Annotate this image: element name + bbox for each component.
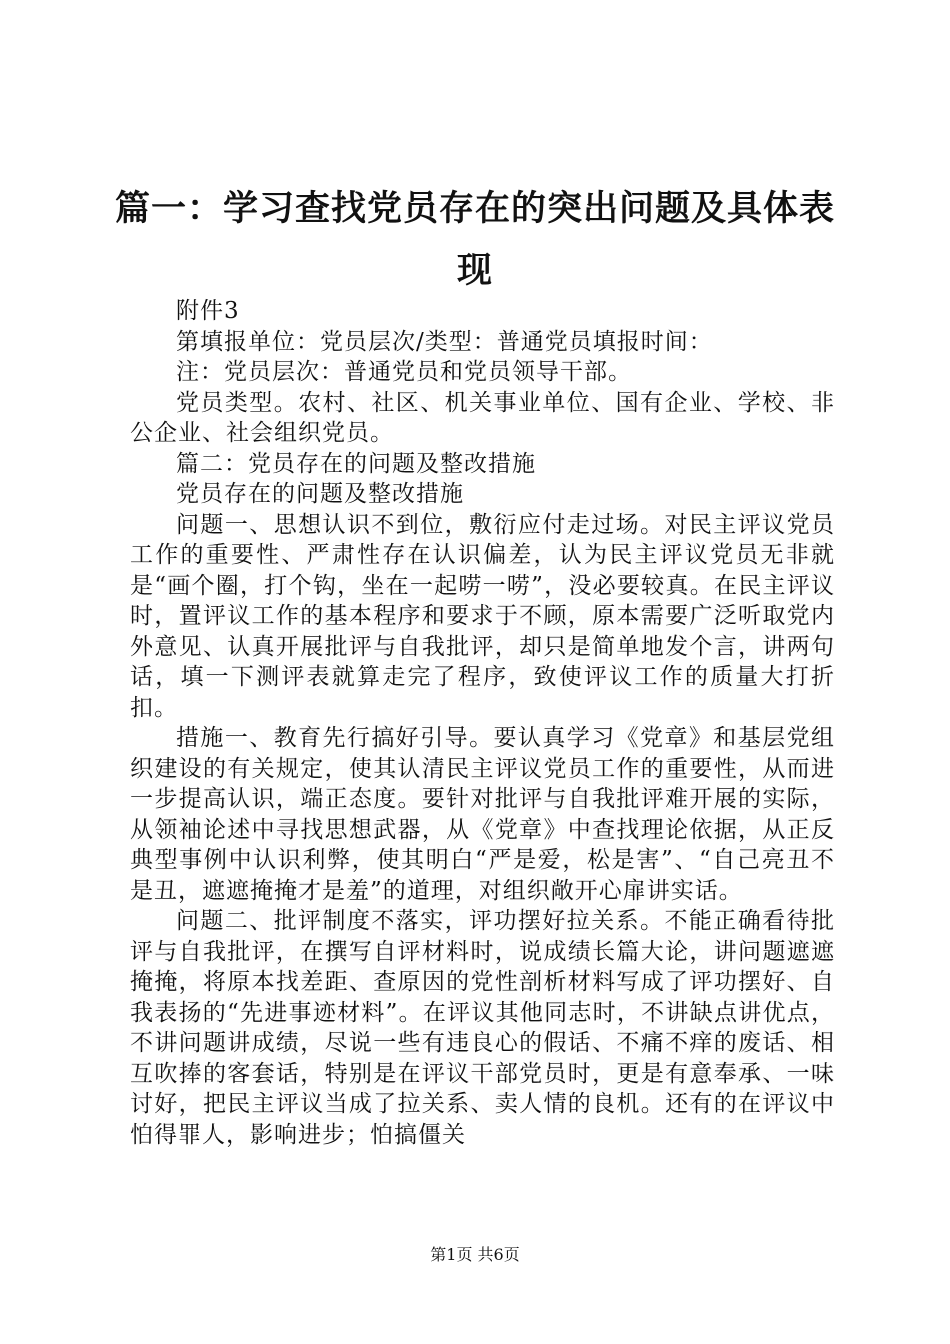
paragraph-note: 注：党员层次：普通党员和党员领导干部。 bbox=[176, 359, 632, 385]
paragraph-subheading: 党员存在的问题及整改措施 bbox=[176, 481, 464, 507]
paragraph-problem-two: 问题二、批评制度不落实，评功摆好拉关系。不能正确看待批评与自我批评，在撰写自评材料时，说成绩长篇大论，讲问题遮遮掩掩，将原本找差距、查原因的党性剖析材料写成了评功摆好、自我表扬的“先进事迹材料”。在评议其他同志时，不讲缺点讲优点，不讲问题讲成绩，尽说一些有违良心的假话、不痛不痒的废话、相互吹捧的客套话，特别是在评议干部党员时，更是有意奉承、一味讨好，把民主评议当成了拉关系、卖人情的良机。还有的在评议中怕得罪人，影响进步；怕搞僵关 bbox=[130, 908, 835, 1148]
document-title: 篇一：学习查找党员存在的突出问题及具体表现 bbox=[114, 189, 835, 291]
paragraph-problem-one: 问题一、思想认识不到位，敷衍应付走过场。对民主评议党员工作的重要性、严肃性存在认识偏差，认为民主评议党员无非就是“画个圈，打个钩，坐在一起唠一唠”，没必要较真。在民主评议时，置评议工作的基本程序和要求于不顾，原本需要广泛听取党内外意见、认真开展批评与自我批评，却只是简单地发个言，讲两句话，填一下测评表就算走完了程序，致使评议工作的质量大打折扣。 bbox=[130, 511, 835, 721]
paragraph-fill-unit: 第填报单位：党员层次/类型：普通党员填报时间： bbox=[176, 328, 713, 355]
paragraph-measure-one: 措施一、教育先行搞好引导。要认真学习《党章》和基层党组织建设的有关规定，使其认清民主评议党员工作的重要性，从而进一步提高认识，端正态度。要针对批评与自我批评难开展的实际，从领袖论述中寻找思想武器，从《党章》中查找理论依据，从正反典型事例中认识利弊，使其明白“严是爱，松是害”、“自己亮丑不是丑，遮遮掩掩才是羞”的道理，对组织敞开心扉讲实话。 bbox=[130, 725, 835, 904]
paragraph-part-two-heading: 篇二：党员存在的问题及整改措施 bbox=[176, 450, 536, 477]
paragraph-member-types: 党员类型。农村、社区、机关事业单位、国有企业、学校、非公企业、社会组织党员。 bbox=[130, 389, 835, 446]
paragraph-attachment: 附件3 bbox=[176, 298, 240, 324]
document-body bbox=[130, 296, 835, 1150]
page-footer: 第1页 共6页 bbox=[430, 1245, 520, 1264]
